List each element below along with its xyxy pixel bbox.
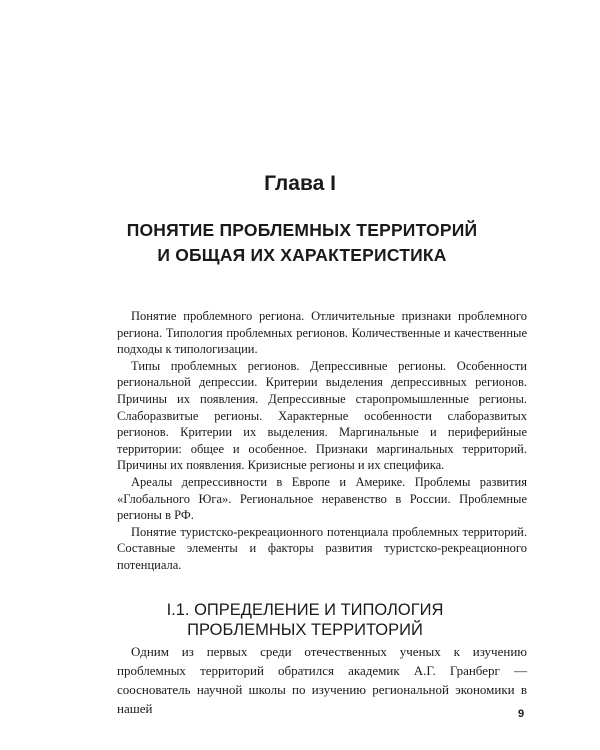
abstract-paragraph: Понятие туристско-рекреационного потенциала проблемных территорий. Составные элементы и факторы развития туристско-рекреационного потенциала. bbox=[117, 524, 527, 572]
page-number: 9 bbox=[518, 708, 525, 720]
chapter-title-line: ПОНЯТИЕ ПРОБЛЕМНЫХ ТЕРРИТОРИЙ bbox=[126, 220, 478, 240]
section-title-line: I.1. ОПРЕДЕЛЕНИЕ И ТИПОЛОГИЯ bbox=[166, 601, 444, 619]
body-paragraph: Одним из первых среди отечественных ученых к изучению проблемных территорий обратился академик А.Г. Гранберг — сооснователь научной школы по изучению региональной экономики в нашей bbox=[117, 644, 527, 716]
section-title-line: ПРОБЛЕМНЫХ ТЕРРИТОРИЙ bbox=[187, 621, 423, 639]
chapter-title-line: И ОБЩАЯ ИХ ХАРАКТЕРИСТИКА bbox=[157, 245, 447, 265]
chapter-abstract bbox=[117, 308, 527, 574]
abstract-paragraph: Понятие проблемного региона. Отличительные признаки проблемного региона. Типология проблемных регионов. Количественные и качественные подходы к типологизации. bbox=[117, 309, 527, 357]
abstract-paragraph: Типы проблемных регионов. Депрессивные регионы. Особенности региональной депрессии. Критерии выделения депрессивных регионов. Причины их появления. Депрессивные старопромышленные регионы. Слаборазвитые регионы. Характерные особенности слаборазвитых регионов. Критерии их выделения. Маргинальные и периферийные территории: общее и особенное. Признаки маргинальных территорий. Причины их появления. Кризисные регионы и их специфика. bbox=[117, 358, 527, 473]
chapter-title bbox=[90, 218, 514, 268]
section-title bbox=[100, 600, 510, 640]
body-text bbox=[117, 642, 527, 718]
chapter-label: Глава I bbox=[264, 172, 336, 195]
abstract-paragraph: Ареалы депрессивности в Европе и Америке. Проблемы развития «Глобального Юга». Региональное неравенство в России. Проблемные регионы в РФ. bbox=[117, 474, 527, 523]
